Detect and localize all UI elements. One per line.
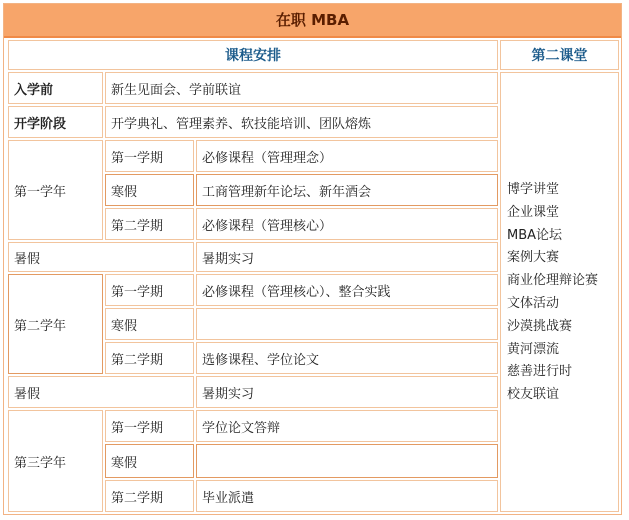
list-item: 黄河漂流 bbox=[507, 341, 560, 357]
year-label-third: 第三学年 bbox=[8, 410, 103, 512]
term-content: 必修课程（管理核心）、整合实践 bbox=[196, 274, 498, 306]
term-label: 第一学期 bbox=[105, 410, 194, 442]
list-item: 沙漠挑战赛 bbox=[507, 318, 573, 334]
row-label-summer: 暑假 bbox=[8, 242, 194, 272]
table-title: 在职 MBA bbox=[4, 4, 621, 38]
term-content: 必修课程（管理核心） bbox=[196, 208, 498, 240]
list-item: 慈善进行时 bbox=[507, 364, 573, 380]
row-content-opening-stage: 开学典礼、管理素养、软技能培训、团队熔炼 bbox=[105, 106, 498, 138]
list-item: MBA论坛 bbox=[507, 227, 563, 243]
term-label: 第二学期 bbox=[105, 342, 194, 374]
row-content-summer: 暑期实习 bbox=[196, 242, 498, 272]
term-content: 工商管理新年论坛、新年酒会 bbox=[196, 174, 498, 206]
row-content-pre-enrollment: 新生见面会、学前联谊 bbox=[105, 72, 498, 104]
row-label-summer: 暑假 bbox=[8, 376, 194, 408]
term-label: 寒假 bbox=[105, 174, 194, 206]
term-label: 第一学期 bbox=[105, 274, 194, 306]
second-classroom-list bbox=[507, 179, 598, 407]
list-item: 案例大赛 bbox=[507, 250, 560, 266]
header-curriculum: 课程安排 bbox=[8, 40, 498, 70]
term-label: 寒假 bbox=[105, 308, 194, 340]
term-content: 毕业派遣 bbox=[196, 480, 498, 512]
term-content: 必修课程（管理理念） bbox=[196, 140, 498, 172]
term-label: 第一学期 bbox=[105, 140, 194, 172]
term-content: 学位论文答辩 bbox=[196, 410, 498, 442]
term-content bbox=[196, 444, 498, 478]
list-item: 企业课堂 bbox=[507, 204, 560, 220]
second-classroom-panel bbox=[500, 72, 619, 512]
row-content-summer: 暑期实习 bbox=[196, 376, 498, 408]
row-label-pre-enrollment: 入学前 bbox=[8, 72, 103, 104]
term-label: 第二学期 bbox=[105, 480, 194, 512]
year-label-second: 第二学年 bbox=[8, 274, 103, 374]
term-label: 第二学期 bbox=[105, 208, 194, 240]
term-label: 寒假 bbox=[105, 444, 194, 478]
header-second-classroom: 第二课堂 bbox=[500, 40, 619, 70]
term-content bbox=[196, 308, 498, 340]
list-item: 文体活动 bbox=[507, 295, 560, 311]
list-item: 商业伦理辩论赛 bbox=[507, 273, 599, 289]
list-item: 校友联谊 bbox=[507, 387, 560, 403]
mba-schedule-table bbox=[3, 3, 622, 515]
year-label-first: 第一学年 bbox=[8, 140, 103, 240]
row-label-opening-stage: 开学阶段 bbox=[8, 106, 103, 138]
term-content: 选修课程、学位论文 bbox=[196, 342, 498, 374]
list-item: 博学讲堂 bbox=[507, 182, 560, 197]
